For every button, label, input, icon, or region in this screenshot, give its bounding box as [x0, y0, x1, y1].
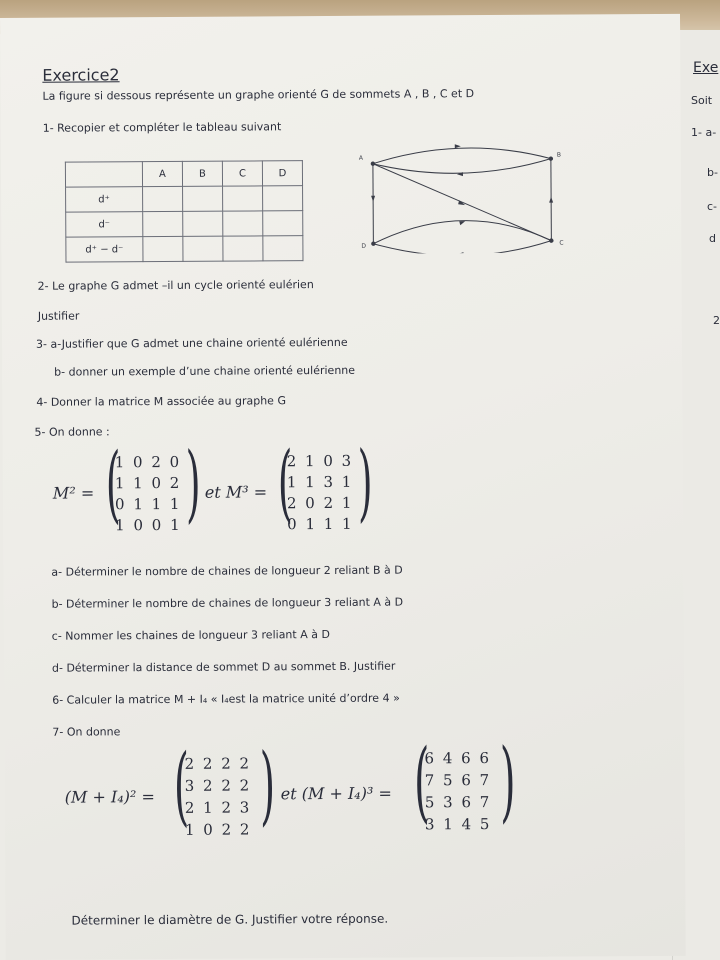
question-2: 2- Le graphe G admet –il un cycle orienté eulérien — [37, 278, 314, 293]
row-label: d⁺ − d⁻ — [66, 237, 143, 262]
table-row — [66, 186, 303, 212]
mi3-label: et (M + I₄)³ = — [280, 783, 392, 804]
matrix-row: 2 0 2 1 — [286, 493, 354, 513]
edge-d-c-upper — [373, 220, 551, 244]
table-header-cell — [65, 162, 142, 187]
arrow-head — [457, 252, 463, 254]
table-header-cell: C — [222, 161, 262, 186]
vertex-b — [549, 156, 553, 160]
matrix-row: 2 2 2 2 — [184, 754, 252, 773]
worksheet-page — [0, 14, 686, 960]
matrix-row: 3 2 2 2 — [184, 776, 252, 795]
side-line: d — [709, 232, 716, 245]
question-5: 5- On donne : — [34, 425, 110, 439]
question-3a: 3- a-Justifier que G admet une chaine orienté eulérienne — [35, 335, 348, 351]
arrow-head — [549, 197, 553, 203]
row-label: d⁺ — [66, 187, 143, 212]
table-row — [66, 211, 303, 237]
matrix-row: 1 1 3 1 — [286, 472, 354, 492]
edge-a-b-upper — [373, 148, 551, 164]
table-row — [66, 236, 303, 262]
matrix-row: 0 1 1 1 — [114, 494, 182, 514]
mi2-label: (M + I₄)² = — [64, 787, 155, 807]
final-question: Déterminer le diamètre de G. Justifier votre réponse. — [71, 911, 389, 928]
arrow-head — [459, 221, 465, 225]
empty-cell — [183, 236, 223, 261]
row-label: d⁻ — [66, 212, 143, 237]
matrix-row: 2 1 2 3 — [184, 798, 252, 817]
empty-cell — [263, 236, 303, 261]
vertex-label-c: C — [559, 239, 564, 247]
left-paren: ( — [173, 735, 190, 836]
empty-cell — [223, 186, 263, 211]
vertex-label-a: A — [358, 154, 363, 162]
intro-text: La figure si dessous représente un graphe orienté G de sommets A , B , C et D — [42, 87, 475, 103]
question-5d: d- Déterminer la distance de sommet D au sommet B. Justifier — [51, 659, 396, 675]
arrow-head — [455, 144, 461, 148]
arrow-head — [371, 196, 375, 202]
side-title: Exe — [693, 60, 719, 76]
question-5c: c- Nommer les chaines de longueur 3 reliant A à D — [51, 627, 330, 643]
table-header-cell: B — [182, 161, 222, 186]
question-5a: a- Déterminer le nombre de chaines de longueur 2 reliant B à D — [51, 563, 403, 579]
vertex-label-b: B — [556, 151, 561, 159]
empty-cell — [183, 211, 223, 236]
side-line: 1- a- — [691, 126, 717, 139]
m3-label: et M³ = — [204, 482, 268, 502]
table-header-cell: A — [142, 161, 182, 186]
table-header-row — [65, 161, 302, 187]
vertex-a — [371, 162, 375, 166]
degree-table — [65, 160, 304, 262]
empty-cell — [263, 211, 303, 236]
m2-label: M² = — [52, 483, 95, 503]
empty-cell — [223, 211, 263, 236]
empty-cell — [143, 186, 183, 211]
left-paren: ( — [105, 434, 121, 533]
exercise-title: Exercice2 — [42, 65, 120, 85]
side-line: Soit — [691, 94, 713, 107]
matrix-row: 7 5 6 7 — [424, 771, 492, 790]
empty-cell — [143, 236, 183, 261]
vertex-d — [371, 242, 375, 246]
matrix-row: 6 4 6 6 — [424, 749, 492, 768]
question-6: 6- Calculer la matrice M + I₄ « I₄est la matrice unité d’ordre 4 » — [52, 691, 400, 707]
empty-cell — [263, 186, 303, 211]
left-paren: ( — [413, 729, 430, 833]
vertex-label-d: D — [361, 242, 367, 250]
side-line: b- — [707, 166, 718, 179]
empty-cell — [223, 236, 263, 261]
matrix-row: 1 1 0 2 — [114, 473, 182, 493]
question-1: 1- Recopier et compléter le tableau suivant — [42, 120, 282, 135]
matrix-row: 1 0 2 2 — [184, 820, 252, 839]
question-4: 4- Donner la matrice M associée au graphe G — [36, 394, 286, 409]
vertex-c — [549, 238, 553, 242]
matrix-row: 0 1 1 1 — [287, 514, 354, 534]
question-3b: b- donner un exemple d’une chaine orienté eulérienne — [54, 363, 356, 379]
edge-a-b-lower — [373, 159, 551, 174]
side-line: c- — [707, 200, 718, 213]
oriented-graph — [353, 136, 580, 253]
side-line: 2 — [713, 314, 720, 327]
matrix-row: 5 3 6 7 — [424, 793, 492, 812]
right-paren: ) — [259, 735, 276, 836]
right-paren: ) — [357, 432, 373, 531]
question-7: 7- On donne — [52, 725, 121, 739]
empty-cell — [143, 211, 183, 236]
question-2-justify: Justifier — [37, 309, 80, 323]
edge-d-c-lower — [373, 241, 551, 254]
table-header-cell: D — [262, 161, 302, 186]
left-paren: ( — [277, 433, 293, 532]
right-paren: ) — [185, 433, 201, 532]
matrix-row: 3 1 4 5 — [424, 815, 492, 834]
matrix-row: 1 0 2 0 — [114, 452, 182, 472]
right-paren: ) — [499, 728, 516, 832]
empty-cell — [183, 186, 223, 211]
question-5b: b- Déterminer le nombre de chaines de longueur 3 reliant A à D — [51, 595, 404, 611]
matrix-row: 1 0 0 1 — [115, 515, 182, 535]
matrix-row: 2 1 0 3 — [286, 451, 354, 471]
